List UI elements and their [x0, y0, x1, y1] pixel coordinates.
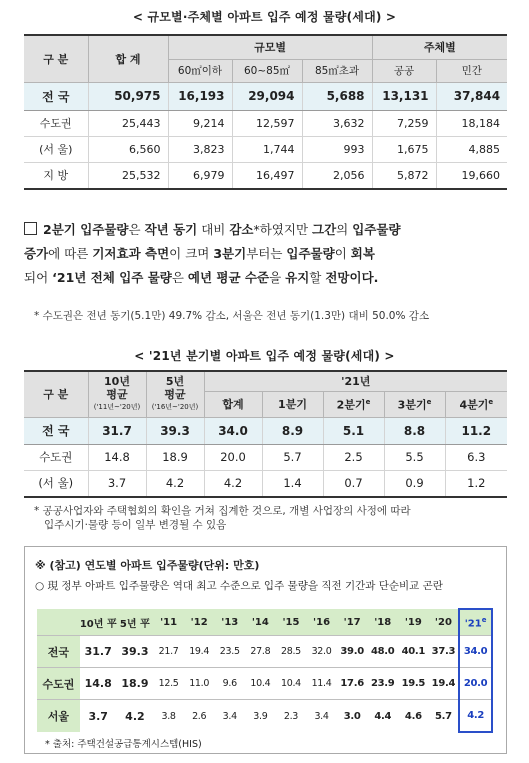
- table-cell: 48.0: [367, 636, 398, 668]
- table-cell: 3,632: [302, 110, 372, 136]
- table-cell: 25,532: [88, 162, 168, 189]
- table-cell: 2.5: [323, 444, 384, 470]
- table-cell: 18,184: [436, 110, 507, 136]
- t1-sub-public: 공공: [372, 59, 436, 82]
- row-label: (서 울): [24, 470, 88, 497]
- table-header-row: [37, 609, 492, 636]
- table-cell: 8.8: [384, 417, 445, 444]
- table-cell: 6,560: [88, 136, 168, 162]
- table-cell: 2.3: [276, 700, 307, 733]
- para-line-2: 증가에 따른 기저효과 측면이 크며 3분기부터는 입주물량이 회복: [24, 246, 375, 261]
- table-cell: 4.2: [117, 700, 154, 733]
- t3-head-year: '15: [276, 609, 307, 636]
- para-line-3: 되어 ‘21년 전체 입주 물량은 예년 평균 수준을 유지할 전망이다.: [24, 270, 379, 285]
- table-cell: 5,688: [302, 82, 372, 110]
- reference-source: * 출처: 주택건설공급통계시스템(HIS): [45, 739, 202, 750]
- t3-head-year: '20: [429, 609, 460, 636]
- table-cell: 11.0: [184, 668, 215, 700]
- table-cell: 6,979: [168, 162, 232, 189]
- table-cell: 17.6: [337, 668, 368, 700]
- table-row: [24, 136, 507, 162]
- table-cell: 9,214: [168, 110, 232, 136]
- table-cell: 2,056: [302, 162, 372, 189]
- table-cell: 3.8: [153, 700, 184, 733]
- table-cell: 5.7: [429, 700, 460, 733]
- table-cell: 39.3: [117, 636, 154, 668]
- table-cell: 23.5: [214, 636, 245, 668]
- table-cell: 3.4: [214, 700, 245, 733]
- table-cell: 3.7: [88, 470, 146, 497]
- table-cell: 32.0: [306, 636, 337, 668]
- table-cell: 12,597: [232, 110, 302, 136]
- table-cell: 7,259: [372, 110, 436, 136]
- table-cell: 0.9: [384, 470, 445, 497]
- t2-head-q3: 3분기$^e$: [384, 391, 445, 417]
- table-cell: 37,844: [436, 82, 507, 110]
- row-label: (서 울): [24, 136, 88, 162]
- t3-head-2021: '21e: [459, 609, 492, 636]
- table-cell: 18.9: [117, 668, 154, 700]
- table-cell: 16,193: [168, 82, 232, 110]
- table-row: [24, 470, 507, 497]
- row-label: 지 방: [24, 162, 88, 189]
- t1-head-entity: 주체별: [372, 35, 507, 59]
- table-cell: 31.7: [88, 417, 146, 444]
- table-row: [24, 444, 507, 470]
- table-cell: 18.9: [146, 444, 204, 470]
- t1-head-total: 합 계: [88, 35, 168, 82]
- table-cell: 5,872: [372, 162, 436, 189]
- table-cell-highlight: 20.0: [459, 668, 492, 700]
- t1-sub-85: 85㎡초과: [302, 59, 372, 82]
- table-cell: 8.9: [262, 417, 323, 444]
- table-cell: 14.8: [88, 444, 146, 470]
- table1-scale-entity: [24, 34, 507, 190]
- table1-title: < 규모별·주체별 아파트 입주 예정 물량(세대) >: [132, 10, 397, 24]
- paragraph-footnote: * 수도권은 전년 동기(5.1만) 49.7% 감소, 서울은 전년 동기(1.3만) 대비 50.0% 감소: [34, 310, 430, 322]
- reference-bullet: ○ 現 정부 아파트 입주물량은 역대 최고 수준으로 입주 물량을 직전 기간과 단순비교 곤란: [35, 580, 443, 592]
- table-cell: 13,131: [372, 82, 436, 110]
- table-cell: 37.3: [429, 636, 460, 668]
- t2-head-year: '21년: [204, 371, 507, 391]
- table-cell: 1,744: [232, 136, 302, 162]
- table-cell: 19.4: [429, 668, 460, 700]
- table-cell-highlight: 4.2: [459, 700, 492, 733]
- t2-head-total: 합계: [204, 391, 262, 417]
- t2-head-5y: 5년 평균 ('16년~'20년): [146, 371, 204, 417]
- t3-head-year: '19: [398, 609, 429, 636]
- t1-sub-60: 60㎡이하: [168, 59, 232, 82]
- table2-footnote-1: * 공공사업자와 주택협회의 확인을 거쳐 집계한 것으로, 개별 사업장의 사정에 따라: [34, 505, 411, 517]
- table-cell: 3.9: [245, 700, 276, 733]
- table-row: [24, 162, 507, 189]
- table-cell: 20.0: [204, 444, 262, 470]
- reference-box: [24, 546, 507, 754]
- table-cell: 3,823: [168, 136, 232, 162]
- table-cell: 1.2: [445, 470, 507, 497]
- table-cell: 1.4: [262, 470, 323, 497]
- t3-head-year: '18: [367, 609, 398, 636]
- row-label: 수도권: [24, 444, 88, 470]
- table-cell: 3.0: [337, 700, 368, 733]
- table-cell: 19,660: [436, 162, 507, 189]
- t3-head-10y: 10년 平: [80, 609, 117, 636]
- row-label: 수도권: [37, 668, 80, 700]
- t3-head-5y: 5년 平: [117, 609, 154, 636]
- reference-title: ※ (참고) 연도별 아파트 입주물량(단위: 만호): [35, 559, 260, 572]
- table-cell: 50,975: [88, 82, 168, 110]
- t3-head-year: '11: [153, 609, 184, 636]
- table-cell: 5.7: [262, 444, 323, 470]
- table-cell: 11.2: [445, 417, 507, 444]
- table-cell: 34.0: [204, 417, 262, 444]
- table-cell: 23.9: [367, 668, 398, 700]
- table-row: [37, 700, 492, 733]
- row-label: 전국: [37, 636, 80, 668]
- table-cell: 4.6: [398, 700, 429, 733]
- t1-head-scale: 규모별: [168, 35, 372, 59]
- t2-head-q1: 1분기: [262, 391, 323, 417]
- table-cell: 6.3: [445, 444, 507, 470]
- table-cell: 40.1: [398, 636, 429, 668]
- table-cell: 1,675: [372, 136, 436, 162]
- table-row: [24, 417, 507, 444]
- t2-head-q4: 4분기$^e$: [445, 391, 507, 417]
- table-cell: 10.4: [245, 668, 276, 700]
- table-cell: 27.8: [245, 636, 276, 668]
- table-cell: 29,094: [232, 82, 302, 110]
- t2-head-q2: 2분기$^e$: [323, 391, 384, 417]
- row-label: 전 국: [24, 82, 88, 110]
- table-row: [37, 668, 492, 700]
- table2-quarterly: [24, 370, 507, 498]
- t1-sub-private: 민간: [436, 59, 507, 82]
- table-cell: 11.4: [306, 668, 337, 700]
- table-cell: 2.6: [184, 700, 215, 733]
- table-cell: 21.7: [153, 636, 184, 668]
- summary-paragraph: [24, 218, 520, 290]
- table-cell: 3.4: [306, 700, 337, 733]
- table-row: [24, 110, 507, 136]
- table-cell: 4.4: [367, 700, 398, 733]
- table-cell: 31.7: [80, 636, 117, 668]
- table-cell: 4.2: [146, 470, 204, 497]
- t3-head-year: '16: [306, 609, 337, 636]
- row-label: 서울: [37, 700, 80, 733]
- table-cell: 3.7: [80, 700, 117, 733]
- table-cell: 4,885: [436, 136, 507, 162]
- table-cell: 39.3: [146, 417, 204, 444]
- row-label: 전 국: [24, 417, 88, 444]
- table-row: [37, 636, 492, 668]
- table-cell: 14.8: [80, 668, 117, 700]
- t1-sub-60-85: 60~85㎡: [232, 59, 302, 82]
- t2-head-gubun: 구 분: [24, 371, 88, 417]
- table-row: [24, 82, 507, 110]
- table-cell: 5.5: [384, 444, 445, 470]
- table2-footnote-2: 입주시기·물량 등이 일부 변경될 수 있음: [44, 519, 227, 531]
- table-cell: 4.2: [204, 470, 262, 497]
- table-cell: 25,443: [88, 110, 168, 136]
- table-cell: 19.5: [398, 668, 429, 700]
- t3-head-blank: [37, 609, 80, 636]
- table-cell: 0.7: [323, 470, 384, 497]
- t1-head-gubun: 구 분: [24, 35, 88, 82]
- table-cell: 5.1: [323, 417, 384, 444]
- table-cell: 9.6: [214, 668, 245, 700]
- table-cell: 993: [302, 136, 372, 162]
- table-cell: 10.4: [276, 668, 307, 700]
- row-label: 수도권: [24, 110, 88, 136]
- t3-head-year: '14: [245, 609, 276, 636]
- t3-head-year: '13: [214, 609, 245, 636]
- t2-head-10y: 10년 평균 ('11년~'20년): [88, 371, 146, 417]
- t3-head-year: '12: [184, 609, 215, 636]
- table2-title: < '21년 분기별 아파트 입주 예정 물량(세대) >: [134, 349, 395, 363]
- para-line-1: 2분기 입주물량은 작년 동기 대비 감소*하였지만 그간의 입주물량: [24, 218, 520, 242]
- table-cell: 28.5: [276, 636, 307, 668]
- table-cell: 19.4: [184, 636, 215, 668]
- t3-head-year: '17: [337, 609, 368, 636]
- checkbox-icon: [24, 222, 37, 235]
- table-cell: 12.5: [153, 668, 184, 700]
- table-cell: 16,497: [232, 162, 302, 189]
- table-cell-highlight: 34.0: [459, 636, 492, 668]
- table3-yearly: [37, 608, 493, 733]
- table-cell: 39.0: [337, 636, 368, 668]
